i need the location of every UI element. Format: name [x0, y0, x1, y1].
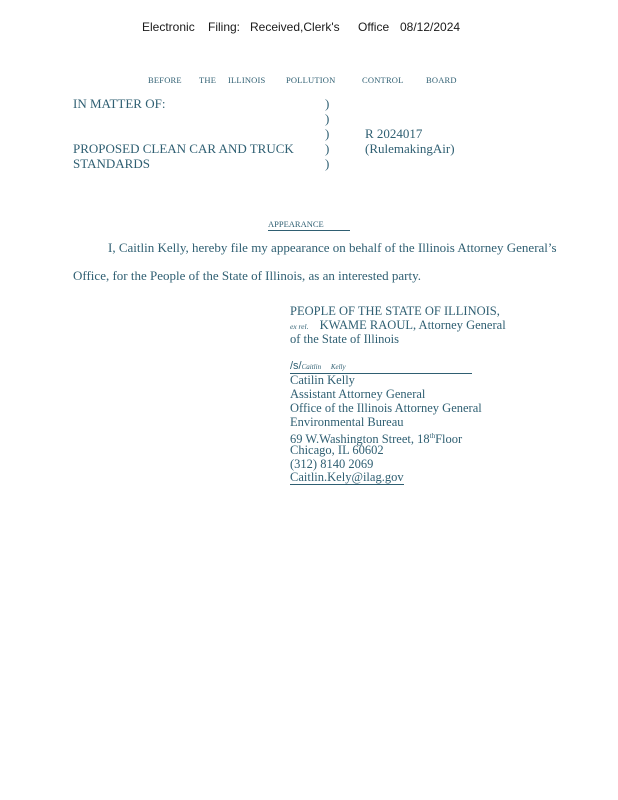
sig-bureau: Environmental Bureau — [290, 415, 404, 429]
banner-electronic: Electronic — [142, 20, 195, 34]
banner-office: Office — [358, 20, 390, 34]
sig-s-name: Caitlin Kelly — [301, 363, 346, 371]
body-line2: Office, for the People of the State of Illinois, as an interested party. — [73, 268, 422, 283]
sig-of-state: of the State of Illinois — [290, 332, 400, 346]
sig-party: PEOPLE OF THE STATE OF ILLINOIS, — [290, 304, 500, 318]
caption-paren: ) — [325, 96, 330, 111]
board-board: BOARD — [426, 75, 457, 85]
caption-type: (RulemakingAir) — [365, 141, 455, 156]
board-pollution: POLLUTION — [286, 75, 336, 85]
caption-paren: ) — [325, 156, 330, 171]
sig-ex-rel: ex rel. — [290, 322, 309, 331]
sig-address-street: 69 W.Washington Street, 18 — [290, 432, 430, 447]
sig-phone: (312) 8140 2069 — [290, 457, 374, 471]
sig-s-mark: /s/ — [290, 360, 302, 372]
sig-floor-sup: th — [429, 432, 436, 440]
appearance-heading — [268, 219, 350, 231]
banner-filing: Filing: — [208, 20, 241, 34]
appearance-heading-text: APPEARANCE — [268, 219, 324, 229]
sig-office: Office of the Illinois Attorney General — [290, 401, 482, 415]
caption-paren: ) — [325, 126, 330, 141]
banner-date: 08/12/2024 — [400, 20, 461, 34]
sig-floor: Floor — [435, 432, 463, 447]
board-illinois: ILLINOIS — [228, 75, 266, 85]
caption-docket: R 2024017 — [365, 126, 423, 141]
caption-title-line2: STANDARDS — [73, 156, 150, 171]
board-control: CONTROL — [362, 75, 404, 85]
sig-name: Catilin Kelly — [290, 373, 355, 387]
sig-city: Chicago, IL 60602 — [290, 443, 384, 457]
sig-ag-name: KWAME RAOUL, Attorney General — [319, 318, 506, 332]
caption-in-matter: IN MATTER OF: — [73, 96, 166, 111]
sig-title: Assistant Attorney General — [290, 387, 426, 401]
signature-line — [290, 359, 472, 374]
banner-received: Received,Clerk's — [250, 20, 340, 34]
caption-paren: ) — [325, 111, 330, 126]
board-the: THE — [199, 75, 217, 85]
sig-email-link[interactable]: Caitlin.Kely@ilag.gov — [290, 470, 404, 484]
caption-title-line1: PROPOSED CLEAN CAR AND TRUCK — [73, 141, 294, 156]
board-before: BEFORE — [148, 75, 182, 85]
body-line1: I, Caitlin Kelly, hereby file my appearance on behalf of the Illinois Attorney General’s — [108, 240, 557, 255]
caption-paren: ) — [325, 141, 330, 156]
